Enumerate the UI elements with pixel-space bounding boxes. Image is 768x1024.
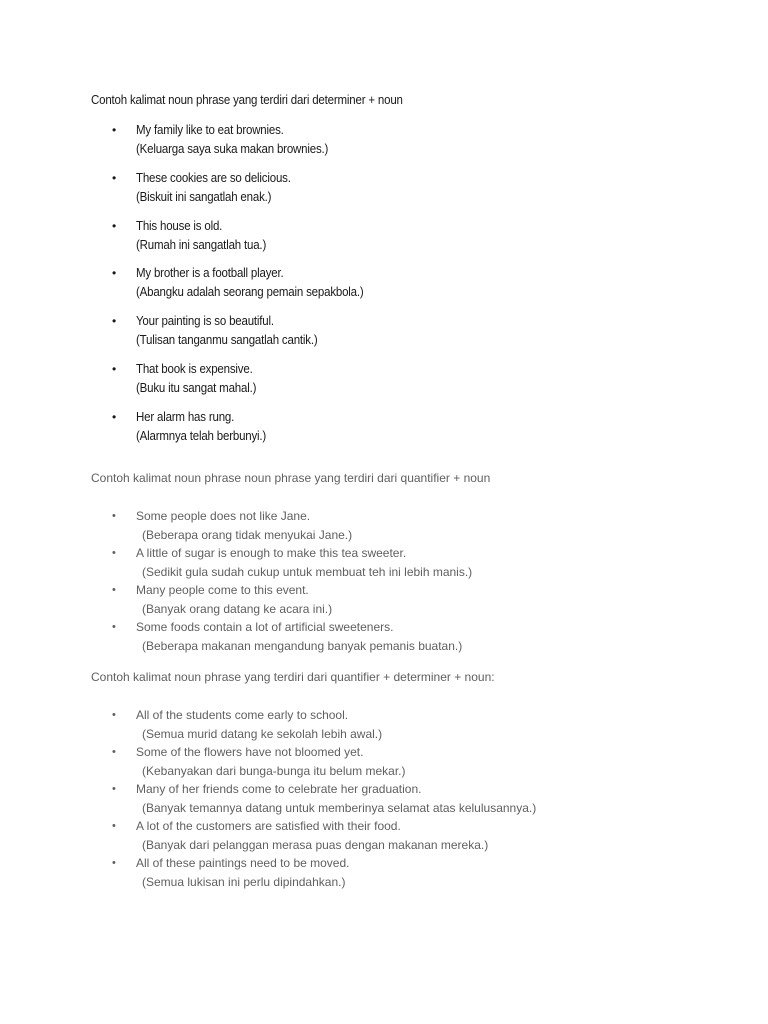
indonesian-translation: (Keluarga saya suka makan brownies.) xyxy=(136,142,329,156)
indonesian-translation: (Kebanyakan dari bunga-bunga itu belum mekar.) xyxy=(142,763,406,778)
english-sentence: Many of her friends come to celebrate her graduation. xyxy=(136,782,422,796)
list-item xyxy=(112,507,672,544)
list-item xyxy=(112,581,672,618)
english-sentence: Your painting is so beautiful. xyxy=(136,314,274,328)
english-sentence: All of the students come early to school. xyxy=(136,708,349,722)
indonesian-translation: (Buku itu sangat mahal.) xyxy=(136,381,257,395)
bullet-icon: • xyxy=(112,510,116,522)
indonesian-translation: (Abangku adalah seorang pemain sepakbola.) xyxy=(136,285,364,299)
english-sentence: This house is old. xyxy=(136,219,223,233)
bullet-icon: • xyxy=(112,219,117,233)
bullet-icon: • xyxy=(112,857,116,869)
list-item xyxy=(112,408,612,446)
list-item xyxy=(112,169,612,207)
bullet-icon: • xyxy=(112,783,116,795)
indonesian-translation: (Alarmnya telah berbunyi.) xyxy=(136,429,267,443)
english-sentence: Some people does not like Jane. xyxy=(136,509,311,523)
bullet-icon: • xyxy=(112,621,116,633)
english-sentence: A little of sugar is enough to make this tea sweeter. xyxy=(136,546,407,560)
english-sentence: Many people come to this event. xyxy=(136,583,309,597)
section-heading-quantifier-noun: Contoh kalimat noun phrase noun phrase yang terdiri dari quantifier + noun xyxy=(91,471,491,485)
indonesian-translation: (Beberapa makanan mengandung banyak pemanis buatan.) xyxy=(142,638,463,653)
english-sentence: My family like to eat brownies. xyxy=(136,123,284,137)
bullet-icon: • xyxy=(112,820,116,832)
indonesian-translation: (Banyak dari pelanggan merasa puas dengan makanan mereka.) xyxy=(142,837,489,852)
english-sentence: Some foods contain a lot of artificial sweeteners. xyxy=(136,620,394,634)
bullet-icon: • xyxy=(112,584,116,596)
indonesian-translation: (Semua murid datang ke sekolah lebih awal.) xyxy=(142,726,383,741)
indonesian-translation: (Semua lukisan ini perlu dipindahkan.) xyxy=(142,874,346,889)
indonesian-translation: (Biskuit ini sangatlah enak.) xyxy=(136,190,272,204)
bullet-icon: • xyxy=(112,362,117,376)
list-item xyxy=(112,743,672,780)
english-sentence: Some of the flowers have not bloomed yet. xyxy=(136,745,364,759)
indonesian-translation: (Banyak temannya datang untuk memberinya selamat atas kelulusannya.) xyxy=(142,800,537,815)
bullet-icon: • xyxy=(112,709,116,721)
bullet-icon: • xyxy=(112,314,117,328)
english-sentence: These cookies are so delicious. xyxy=(136,171,291,185)
section-heading-quantifier-determiner-noun: Contoh kalimat noun phrase yang terdiri dari quantifier + determiner + noun: xyxy=(91,670,495,684)
list-item xyxy=(112,264,612,302)
list-item xyxy=(112,618,672,655)
list-item xyxy=(112,360,612,398)
list-item xyxy=(112,121,612,159)
english-sentence: That book is expensive. xyxy=(136,362,253,376)
bullet-icon: • xyxy=(112,410,117,424)
bullet-icon: • xyxy=(112,171,117,185)
english-sentence: Her alarm has rung. xyxy=(136,410,235,424)
english-sentence: All of these paintings need to be moved. xyxy=(136,856,350,870)
indonesian-translation: (Beberapa orang tidak menyukai Jane.) xyxy=(142,527,353,542)
indonesian-translation: (Tulisan tanganmu sangatlah cantik.) xyxy=(136,333,318,347)
list-item xyxy=(112,817,672,854)
english-sentence: My brother is a football player. xyxy=(136,266,284,280)
bullet-icon: • xyxy=(112,547,116,559)
section-heading-determiner-noun: Contoh kalimat noun phrase yang terdiri dari determiner + noun xyxy=(91,93,403,107)
list-item xyxy=(112,854,672,891)
bullet-icon: • xyxy=(112,123,117,137)
list-item xyxy=(112,312,612,350)
indonesian-translation: (Sedikit gula sudah cukup untuk membuat teh ini lebih manis.) xyxy=(142,564,473,579)
indonesian-translation: (Banyak orang datang ke acara ini.) xyxy=(142,601,333,616)
bullet-icon: • xyxy=(112,746,116,758)
list-item xyxy=(112,544,672,581)
english-sentence: A lot of the customers are satisfied with their food. xyxy=(136,819,401,833)
indonesian-translation: (Rumah ini sangatlah tua.) xyxy=(136,238,267,252)
list-item xyxy=(112,217,612,255)
list-item xyxy=(112,706,672,743)
list-item xyxy=(112,780,672,817)
bullet-icon: • xyxy=(112,266,117,280)
